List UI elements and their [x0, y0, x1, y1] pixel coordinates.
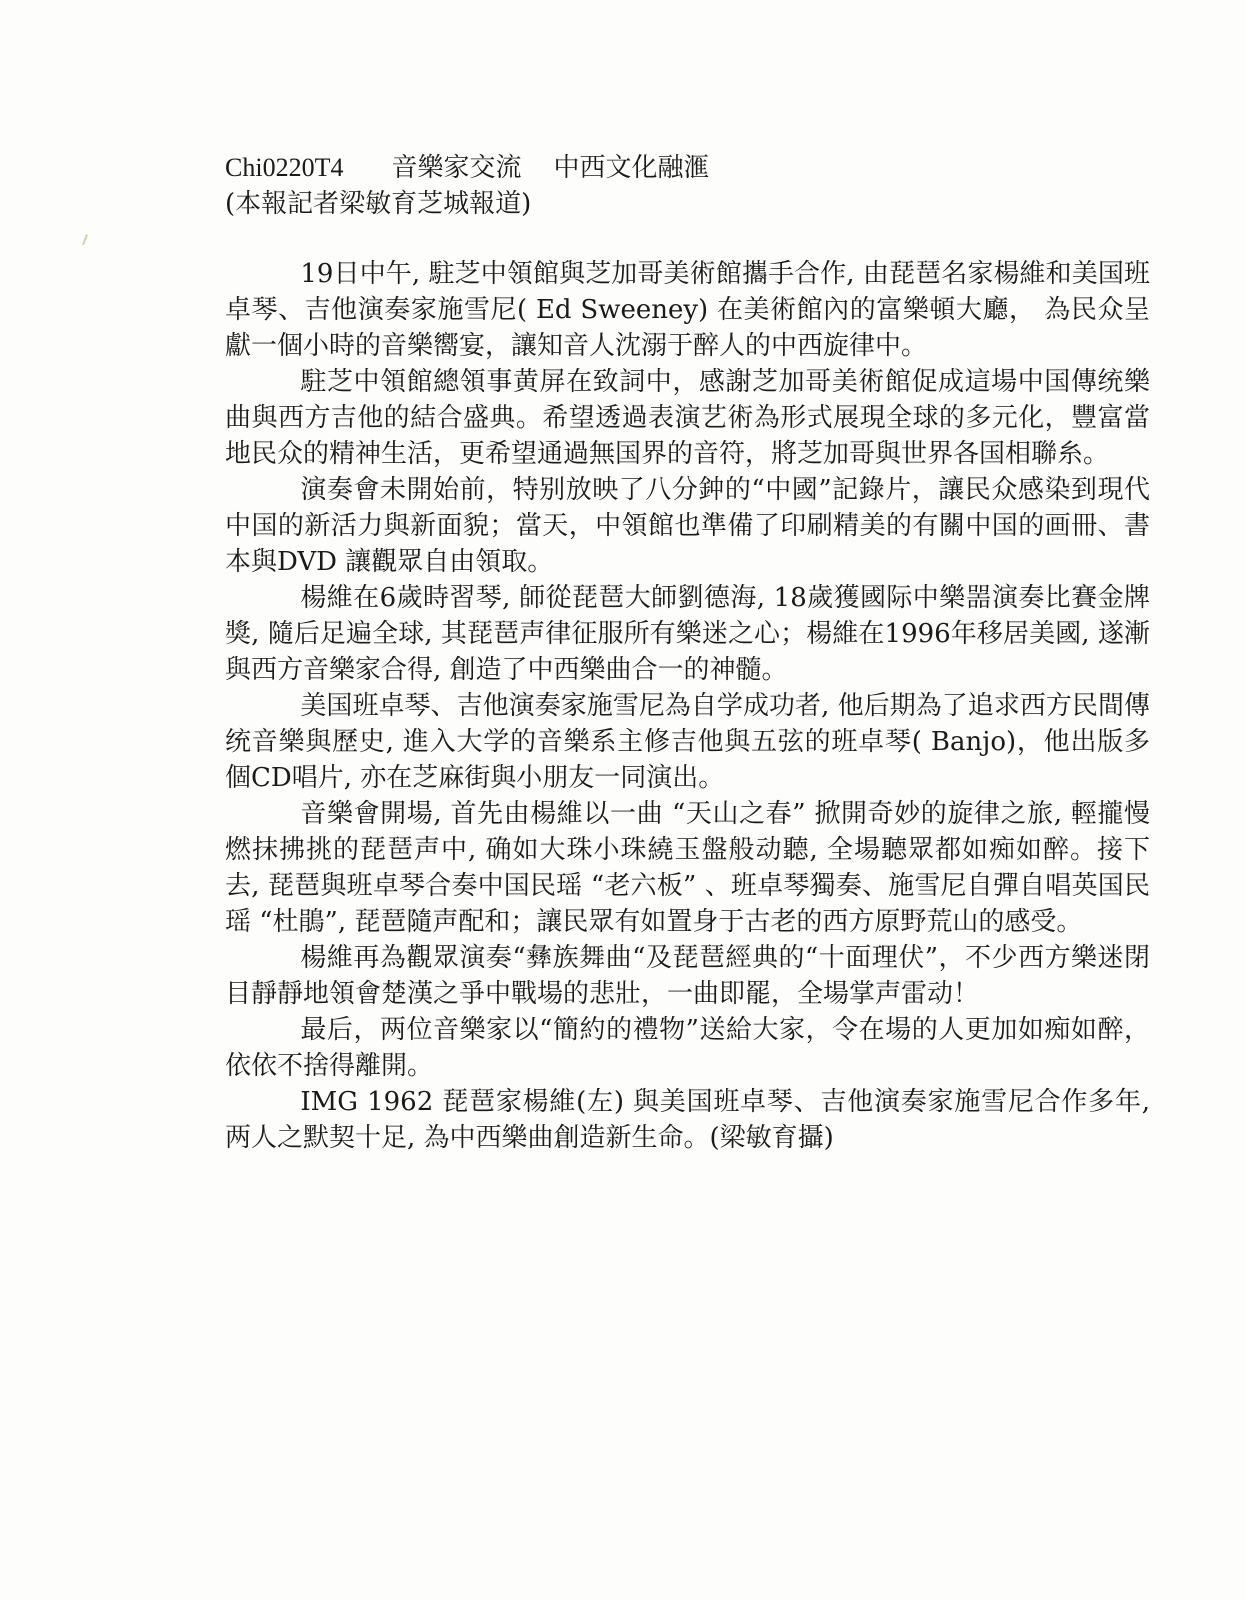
article — [225, 150, 1150, 1156]
paragraph-7: 楊維再為觀眾演奏“彝族舞曲“及琵琶經典的“十面理伏”，不少西方樂迷閉目靜靜地領會楚漢之爭中戰場的悲壯，一曲即罷，全場掌声雷动！ — [225, 943, 1150, 1009]
paragraph-5: 美国班卓琴、吉他演奏家施雪尼為自学成功者, 他后期為了追求西方民間傳统音樂與歷史, 進入大学的音樂系主修吉他與五弦的班卓琴( Banjo)，他出版多個CD唱片, 亦在芝麻街與小朋友一同演出。 — [225, 691, 1150, 793]
paragraph-4: 楊維在6歲時習琴, 師從琵琶大師劉德海, 18歲獲國际中樂噐演奏比賽金牌獎, 隨后足遍全球, 其琵琶声律征服所有樂迷之心；楊維在1996年移居美國, 遂漸與西方音樂家合得, 創造了中西樂曲合一的神髓。 — [225, 583, 1150, 685]
paragraph-8: 最后，两位音樂家以“簡約的禮物”送給大家，令在場的人更加如痴如醉，依依不捨得離開。 — [225, 1015, 1150, 1081]
paragraph-2: 駐芝中領館總領事黄屏在致詞中，感謝芝加哥美術館促成這場中国傳统樂曲與西方吉他的結合盛典。希望透過表演艺術為形式展現全球的多元化，豐富當地民众的精神生活，更希望通過無国界的音符，將芝加哥與世界各国相聯糸。 — [225, 367, 1150, 469]
paragraph-3: 演奏會未開始前，特别放映了八分鈡的“中國”記錄片，讓民众感染到現代中国的新活力與新面貌；當天，中領館也準備了印刷精美的有關中国的画冊、書本與DVD 讓觀眾自由領取。 — [225, 475, 1150, 577]
scan-speck — [80, 232, 90, 246]
paragraph-6: 音樂會開場, 首先由楊維以一曲 “天山之春” 掀開奇妙的旋律之旅, 輕攏慢燃抹拂挑的琵琶声中, 确如大珠小珠繞玉盤般动聽, 全場聽眾都如痴如醉。接下去, 琵琶與班卓琴合奏中国民瑶 “老六板” 、班卓琴獨奏、施雪尼自彈自唱英国民瑶 “杜鵑”, 琵琶隨声配和；讓民眾有如置身于古老的西方原野荒山的感受。 — [225, 799, 1150, 937]
story-slug: Chi0220T4 — [225, 153, 344, 182]
headline-part2: 中西文化融滙 — [553, 153, 710, 183]
paragraph-1: 19日中午, 駐芝中領館與芝加哥美術館攜手合作, 由琵琶名家楊維和美国班卓琴、吉他演奏家施雪尼( Ed Sweeney) 在美術館內的富樂頓大廳， 為民众呈獻一個小時的音樂嚮宴，讓知音人沈溺于醉人的中西旋律中。 — [225, 259, 1150, 361]
header-line — [225, 150, 1150, 186]
headline-part1: 音樂家交流 — [391, 153, 522, 183]
photo-caption: IMG 1962 琵琶家楊維(左) 與美国班卓琴、吉他演奏家施雪尼合作多年, 两人之默契十足, 為中西樂曲創造新生命。(梁敏育攝) — [225, 1087, 1150, 1153]
byline: (本報記者梁敏育芝城報道) — [225, 189, 532, 219]
